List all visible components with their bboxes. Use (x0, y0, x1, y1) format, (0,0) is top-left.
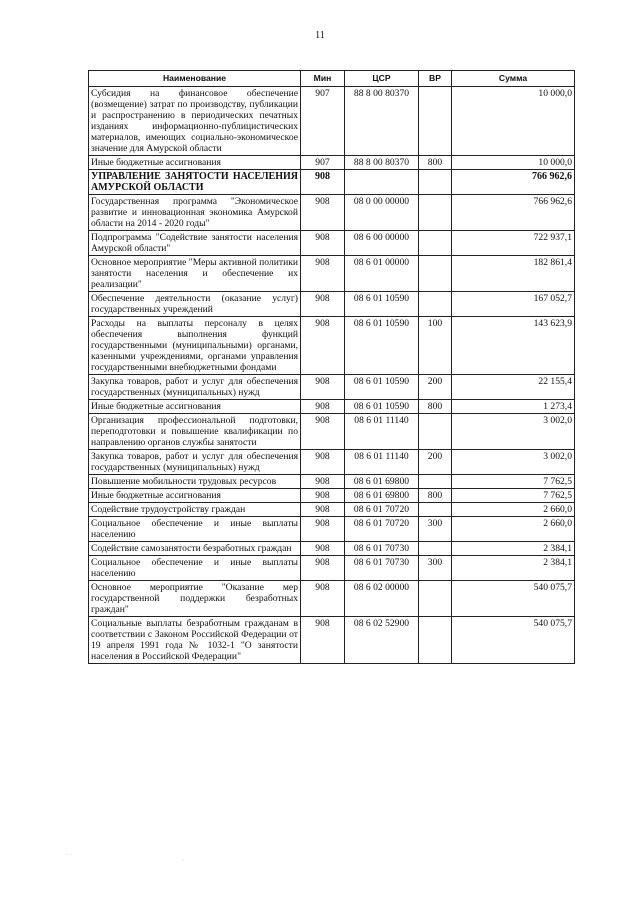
row-sum: 766 962,6 (452, 170, 575, 195)
row-csr: 08 6 01 70730 (345, 542, 419, 556)
table-row (89, 317, 575, 375)
row-vr (419, 542, 452, 556)
row-csr: 08 6 01 11140 (345, 450, 419, 475)
table-row (89, 292, 575, 317)
row-sum: 10 000,0 (452, 87, 575, 156)
row-vr (419, 414, 452, 450)
row-sum: 540 075,7 (452, 617, 575, 664)
row-vr: 800 (419, 489, 452, 503)
row-csr: 08 6 01 11140 (345, 414, 419, 450)
header-csr: ЦСР (345, 71, 419, 87)
row-min: 908 (301, 170, 345, 195)
row-name: Подпрограмма "Содействие занятости населения Амурской области" (89, 231, 301, 256)
row-csr: 08 6 01 00000 (345, 256, 419, 292)
table-row (89, 489, 575, 503)
row-vr (419, 617, 452, 664)
row-vr (419, 87, 452, 156)
row-name: Закупка товаров, работ и услуг для обеспечения государственных (муниципальных) нужд (89, 450, 301, 475)
row-min: 908 (301, 450, 345, 475)
table-row (89, 375, 575, 400)
row-csr: 08 6 01 10590 (345, 292, 419, 317)
row-sum: 7 762,5 (452, 489, 575, 503)
table-header-row (89, 71, 575, 87)
row-vr (419, 170, 452, 195)
row-name: Иные бюджетные ассигнования (89, 156, 301, 170)
table-row (89, 617, 575, 664)
row-name: Государственная программа "Экономическое развитие и инновационная экономика Амурской области на 2014 - 2020 годы" (89, 195, 301, 231)
row-name: Социальное обеспечение и иные выплаты населению (89, 556, 301, 581)
row-sum: 3 002,0 (452, 414, 575, 450)
row-name: Обеспечение деятельности (оказание услуг) государственных учреждений (89, 292, 301, 317)
row-vr (419, 581, 452, 617)
row-min: 908 (301, 489, 345, 503)
row-sum: 10 000,0 (452, 156, 575, 170)
row-sum: 143 623,9 (452, 317, 575, 375)
row-csr: 88 8 00 80370 (345, 156, 419, 170)
budget-table (88, 70, 575, 664)
row-name: Основное мероприятие "Меры активной политики занятости населения и обеспечение их реализации" (89, 256, 301, 292)
row-name: Социальное обеспечение и иные выплаты населению (89, 517, 301, 542)
row-name: Содействие самозанятости безработных граждан (89, 542, 301, 556)
row-csr: 08 6 01 69800 (345, 475, 419, 489)
scan-dot: · (182, 858, 184, 864)
row-min: 908 (301, 542, 345, 556)
row-vr (419, 503, 452, 517)
row-name: Субсидия на финансовое обеспечение (возмещение) затрат по производству, публикации и распространению в периодических печатных изданиях информационно-публицистических материалов, имеющих социально-экономическое значение для Амурской области (89, 87, 301, 156)
row-sum: 167 052,7 (452, 292, 575, 317)
row-csr: 08 6 02 52900 (345, 617, 419, 664)
row-name: Расходы на выплаты персоналу в целях обеспечения выполнения функций государственными (муниципальными) органами, казенными учреждениями, органами управления государственными внебюджетными фондами (89, 317, 301, 375)
row-vr: 300 (419, 556, 452, 581)
row-csr (345, 170, 419, 195)
row-min: 908 (301, 581, 345, 617)
row-min: 907 (301, 87, 345, 156)
row-csr: 08 6 02 00000 (345, 581, 419, 617)
row-min: 908 (301, 292, 345, 317)
table-row (89, 556, 575, 581)
row-csr: 08 6 01 70730 (345, 556, 419, 581)
row-sum: 2 384,1 (452, 556, 575, 581)
table-row (89, 195, 575, 231)
row-sum: 3 002,0 (452, 450, 575, 475)
row-name: Социальные выплаты безработным гражданам в соответствии с Законом Российской Федерации от 19 апреля 1991 года № 1032-1 "О занятости населения в Российской Федерации" (89, 617, 301, 664)
row-sum: 766 962,6 (452, 195, 575, 231)
row-sum: 1 273,4 (452, 400, 575, 414)
row-csr: 08 6 01 10590 (345, 317, 419, 375)
row-sum: 7 762,5 (452, 475, 575, 489)
header-sum: Сумма (452, 71, 575, 87)
row-csr: 08 6 01 70720 (345, 503, 419, 517)
row-min: 908 (301, 556, 345, 581)
row-min: 908 (301, 317, 345, 375)
table-row (89, 170, 575, 195)
table-row (89, 475, 575, 489)
table-row (89, 87, 575, 156)
row-sum: 182 861,4 (452, 256, 575, 292)
row-min: 908 (301, 475, 345, 489)
header-min: Мин (301, 71, 345, 87)
row-min: 908 (301, 414, 345, 450)
row-min: 908 (301, 503, 345, 517)
table-row (89, 450, 575, 475)
row-min: 908 (301, 617, 345, 664)
row-min: 908 (301, 517, 345, 542)
table-row (89, 503, 575, 517)
table-row (89, 517, 575, 542)
row-min: 907 (301, 156, 345, 170)
page-number: 11 (315, 30, 325, 41)
row-name: УПРАВЛЕНИЕ ЗАНЯТОСТИ НАСЕЛЕНИЯ АМУРСКОЙ ОБЛАСТИ (89, 170, 301, 195)
row-sum: 22 155,4 (452, 375, 575, 400)
row-vr (419, 195, 452, 231)
table-row (89, 581, 575, 617)
row-csr: 08 6 01 70720 (345, 517, 419, 542)
row-name: Повышение мобильности трудовых ресурсов (89, 475, 301, 489)
row-name: Иные бюджетные ассигнования (89, 489, 301, 503)
table-row (89, 156, 575, 170)
row-csr: 08 6 01 69800 (345, 489, 419, 503)
row-vr: 800 (419, 156, 452, 170)
row-vr (419, 292, 452, 317)
row-vr (419, 475, 452, 489)
row-vr: 300 (419, 517, 452, 542)
row-min: 908 (301, 195, 345, 231)
row-vr: 800 (419, 400, 452, 414)
row-min: 908 (301, 231, 345, 256)
row-vr: 200 (419, 450, 452, 475)
row-name: Организация профессиональной подготовки, переподготовки и повышение квалификации по направлению органов службы занятости (89, 414, 301, 450)
row-vr: 200 (419, 375, 452, 400)
row-sum: 540 075,7 (452, 581, 575, 617)
header-name: Наименование (89, 71, 301, 87)
table-row (89, 231, 575, 256)
row-csr: 08 6 01 10590 (345, 400, 419, 414)
table-row (89, 414, 575, 450)
table-row (89, 542, 575, 556)
table-row (89, 400, 575, 414)
row-sum: 722 937,1 (452, 231, 575, 256)
row-name: Иные бюджетные ассигнования (89, 400, 301, 414)
header-vr: ВР (419, 71, 452, 87)
row-vr (419, 231, 452, 256)
row-csr: 08 0 00 00000 (345, 195, 419, 231)
row-name: Основное мероприятие "Оказание мер государственной поддержки безработных граждан" (89, 581, 301, 617)
row-csr: 88 8 00 80370 (345, 87, 419, 156)
table-row (89, 256, 575, 292)
row-sum: 2 660,0 (452, 503, 575, 517)
row-vr (419, 256, 452, 292)
row-min: 908 (301, 256, 345, 292)
row-csr: 08 6 00 00000 (345, 231, 419, 256)
scan-mark: · · (66, 852, 72, 858)
row-name: Содействие трудоустройству граждан (89, 503, 301, 517)
row-csr: 08 6 01 10590 (345, 375, 419, 400)
row-min: 908 (301, 375, 345, 400)
row-vr: 100 (419, 317, 452, 375)
row-sum: 2 660,0 (452, 517, 575, 542)
row-sum: 2 384,1 (452, 542, 575, 556)
row-name: Закупка товаров, работ и услуг для обеспечения государственных (муниципальных) нужд (89, 375, 301, 400)
row-min: 908 (301, 400, 345, 414)
